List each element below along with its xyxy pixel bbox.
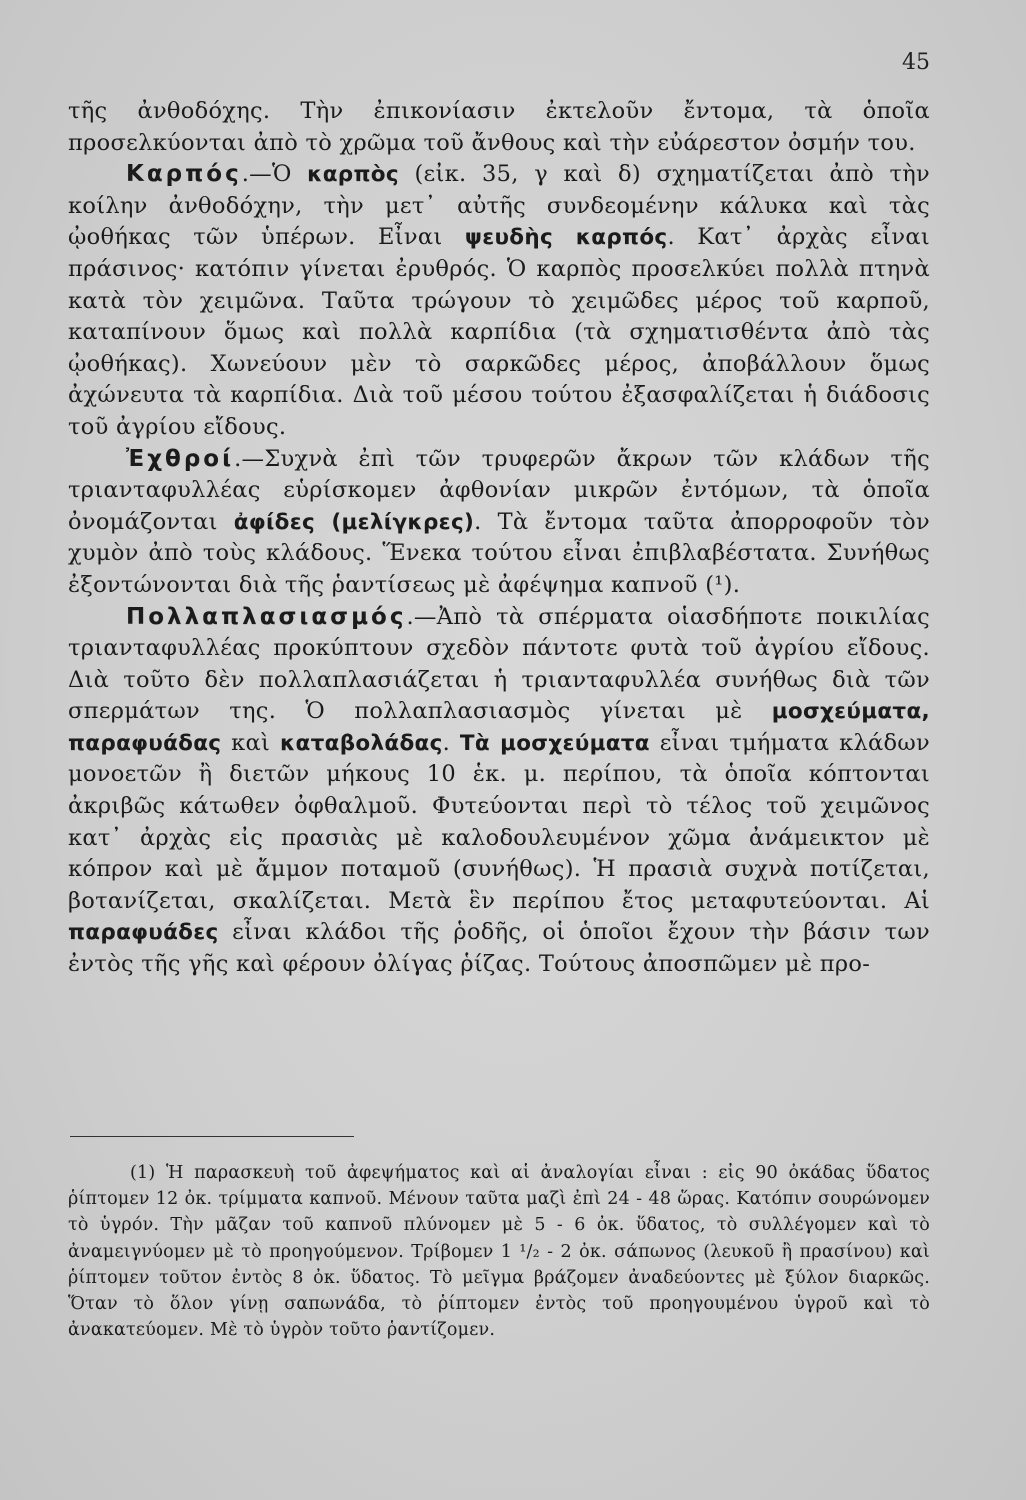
bold-term: μοσχεύματα, παραφυάδας [68, 699, 930, 756]
paragraph-propagation [68, 602, 930, 981]
footnote-divider [70, 1136, 354, 1137]
text-run: . Κατ᾽ ἀρχὰς εἶναι πράσινος· κατόπιν γίνεται ἐρυθρός. Ὁ καρπὸς προσελκύει πολλὰ πτηνὰ κατὰ τὸν χειμῶνα. Ταῦτα τρώγουν τὸ χειμῶδες μέρος τοῦ καρποῦ, καταπίνουν ὅμως καὶ πολλὰ καρπίδια (τὰ σχηματισθέντα ἀπὸ τὰς ᾠοθήκας). Χωνεύουν μὲν τὸ σαρκῶδες μέρος, ἀποβάλλουν ὅμως ἀχώνευτα τὰ καρπίδια. Διὰ τοῦ μέσου τούτου ἐξασφαλίζεται ἡ διάδοσις τοῦ ἀγρίου εἴδους. [68, 224, 930, 440]
page-number: 45 [902, 50, 930, 75]
text-run: εἶναι κλάδοι τῆς ῥοδῆς, οἱ ὁποῖοι ἔχουν τὴν βάσιν των ἐντὸς τῆς γῆς καὶ φέρουν ὀλίγας ῥίζας. Τούτους ἀποσπῶμεν μὲ προ- [68, 919, 930, 978]
text-run: .—Ὁ [241, 161, 308, 188]
paragraph-fruit [68, 159, 930, 443]
text-run: . Τὰ ἔντομα ταῦτα ἀπορροφοῦν τὸν χυμὸν ἀπὸ τοὺς κλάδους. Ἕνεκα τούτου εἶναι ἐπιβλαβέστατα. Συνήθως ἐξοντώνονται διὰ τῆς ῥαντίσεως μὲ ἀφέψημα καπνοῦ (¹). [68, 508, 930, 598]
paragraph-flower-pollination: τῆς ἀνθοδόχης. Τὴν ἐπικονίασιν ἐκτελοῦν ἔντομα, τὰ ὁποῖα προσελκύονται ἀπὸ τὸ χρῶμα τοῦ ἄνθους καὶ τὴν εὐάρεστον ὀσμήν του. [68, 98, 930, 156]
text-run: .—Ἀπὸ τὰ σπέρματα οἱασδήποτε ποικιλίας τριανταφυλλέας προκύπτουν σχεδὸν πάντοτε φυτὰ τοῦ ἀγρίου εἴδους. Διὰ τοῦτο δὲν πολλαπλασιάζεται ἡ τριανταφυλλέα συνήθως διὰ τῶν σπερμάτων της. Ὁ πολλαπλασιασμὸς γίνεται μὲ [68, 603, 930, 725]
text-run: καὶ [221, 729, 280, 756]
text-run: .—Συχνὰ ἐπὶ τῶν τρυφερῶν ἄκρων τῶν κλάδων τῆς τριανταφυλλέας εὑρίσκομεν ἀφθονίαν μικρῶν ἐντόμων, τὰ ὁποῖα ὀνομάζονται [68, 445, 930, 535]
bold-term: παραφυάδες [68, 920, 219, 946]
paragraph-enemies [68, 444, 930, 602]
footnote-text: (1) Ἡ παρασκευὴ τοῦ ἀφεψήματος καὶ αἱ ἀναλογίαι εἶναι : εἰς 90 ὀκάδας ὕδατος ῥίπτομεν 12 ὀκ. τρίμματα καπνοῦ. Μένουν ταῦτα μαζὶ ἐπὶ 24 - 48 ὥρας. Κατόπιν σουρώνομεν τὸ ὑγρόν. Τὴν μᾶζαν τοῦ καπνοῦ πλύνομεν μὲ 5 - 6 ὀκ. ὕδατος, τὸ συλλέγομεν καὶ τὸ ἀναμειγνύομεν μὲ τὸ προηγούμενον. Τρίβομεν 1 ¹/₂ - 2 ὀκ. σάπωνος (λευκοῦ ἢ πρασίνου) καὶ ῥίπτομεν τοῦτον ἐντὸς 8 ὀκ. ὕδατος. Τὸ μεῖγμα βράζομεν ἀναδεύοντες μὲ ξύλον διαρκῶς. Ὅταν τὸ ὅλον γίνῃ σαπωνάδα, τὸ ῥίπτομεν ἐντὸς τοῦ προηγουμένου ὑγροῦ καὶ τὸ ἀνακατεύομεν. Μὲ τὸ ὑγρὸν τοῦτο ῥαντίζομεν. [68, 1163, 930, 1341]
bold-term: καταβολάδας [279, 730, 443, 756]
text-run: (εἰκ. 35, γ καὶ δ) σχηματίζεται ἀπὸ τὴν κοίλην ἀνθοδόχην, τὴν μετ᾽ αὐτῆς συνδεομένην κάλυκα καὶ τὰς ᾠοθήκας τῶν ὑπέρων. Εἶναι [68, 161, 930, 251]
section-heading-enemies: Ἐχθροί [126, 445, 235, 472]
footnote [68, 1160, 930, 1343]
text-run: . [442, 729, 460, 756]
text-run: εἶναι τμήματα κλάδων μονοετῶν ἢ διετῶν μήκους 10 ἑκ. μ. περίπου, τὰ ὁποῖα κόπτονται ἀκριβῶς κάτωθεν ὀφθαλμοῦ. Φυτεύονται περὶ τὸ τέλος τοῦ χειμῶνος κατ᾽ ἀρχὰς εἰς πρασιὰς μὲ καλοδουλευμένον χῶμα ἀνάμεικτον μὲ κόπρον καὶ μὲ ἄμμον ποταμοῦ (συνήθως). Ἡ πρασιὰ συχνὰ ποτίζεται, βοτανίζεται, σκαλίζεται. Μετὰ ἓν περίπου ἔτος μεταφυτεύονται. Αἱ [68, 729, 931, 914]
section-heading-propagation: Πολλαπλασιασμός [126, 603, 407, 630]
bold-term: ἀφίδες (μελίγκρες) [233, 509, 475, 535]
bold-term: Τὰ μοσχεύματα [459, 730, 650, 756]
section-heading-fruit: Καρπός [126, 161, 242, 188]
bold-term: ψευδὴς καρπός [464, 225, 668, 251]
bold-term: καρπὸς [307, 162, 399, 188]
main-text [68, 96, 930, 981]
